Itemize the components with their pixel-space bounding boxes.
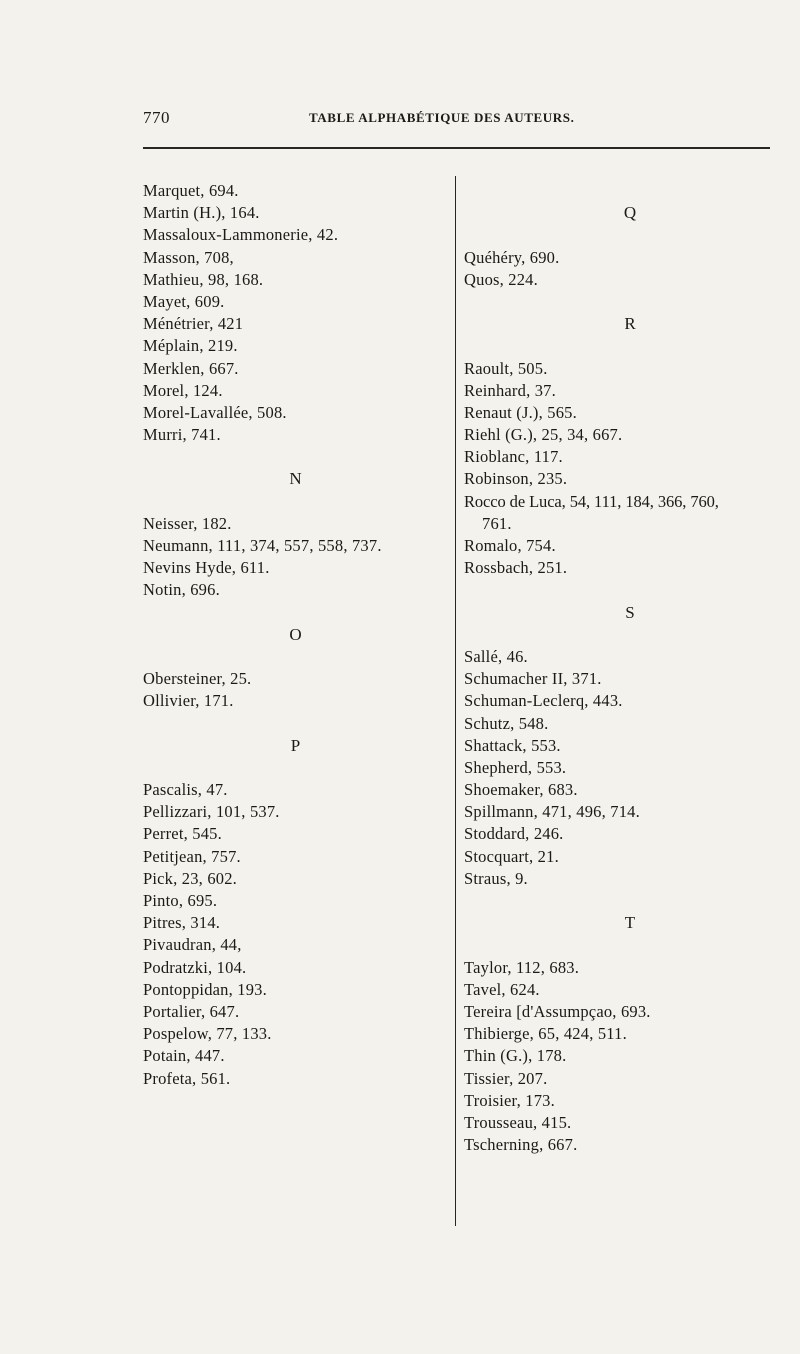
section-letter-t: T bbox=[624, 913, 636, 933]
index-entry: Thin (G.), 178. bbox=[464, 1046, 567, 1066]
index-entry: Perret, 545. bbox=[143, 824, 222, 844]
section-letter-q: Q bbox=[623, 203, 637, 223]
left-column bbox=[143, 180, 448, 1090]
index-entry: Petitjean, 757. bbox=[143, 846, 241, 866]
index-entry: Tissier, 207. bbox=[464, 1068, 548, 1088]
index-entry: Morel-Lavallée, 508. bbox=[143, 402, 287, 422]
index-entry: Pospelow, 77, 133. bbox=[143, 1024, 272, 1044]
index-entry: Mathieu, 98, 168. bbox=[143, 269, 264, 289]
index-entry: Nevins Hyde, 611. bbox=[143, 558, 270, 578]
index-entry: Reinhard, 37. bbox=[464, 380, 556, 400]
index-entry: Pontoppidan, 193. bbox=[143, 979, 267, 999]
index-entry: Schutz, 548. bbox=[464, 713, 549, 733]
index-entry: Taylor, 112, 683. bbox=[464, 957, 580, 977]
index-entry: Raoult, 505. bbox=[464, 358, 548, 378]
index-entry: Spillmann, 471, 496, 714. bbox=[464, 802, 640, 822]
page-number: 770 bbox=[143, 108, 170, 127]
index-entry: Potain, 447. bbox=[143, 1046, 225, 1066]
index-entry: Quéhéry, 690. bbox=[464, 247, 560, 267]
index-entry: Mayet, 609. bbox=[143, 291, 225, 311]
index-entry: Shepherd, 553. bbox=[464, 757, 567, 777]
index-entry: Tavel, 624. bbox=[464, 979, 540, 999]
index-entry: Sallé, 46. bbox=[464, 646, 528, 666]
index-entry: Martin (H.), 164. bbox=[143, 203, 260, 223]
index-entry: Ollivier, 171. bbox=[143, 691, 234, 711]
index-entry: Renaut (J.), 565. bbox=[464, 402, 577, 422]
index-entry: Portalier, 647. bbox=[143, 1001, 240, 1021]
index-entry: Profeta, 561. bbox=[143, 1068, 231, 1088]
right-column bbox=[464, 180, 796, 1156]
header-rule bbox=[143, 147, 770, 149]
page-header bbox=[143, 108, 783, 132]
index-entry: Trousseau, 415. bbox=[464, 1112, 572, 1132]
index-entry: Stoddard, 246. bbox=[464, 824, 564, 844]
section-letter-r: R bbox=[624, 314, 636, 334]
index-entry: Marquet, 694. bbox=[143, 181, 239, 200]
index-entry: Straus, 9. bbox=[464, 868, 528, 888]
index-entry: Pellizzari, 101, 537. bbox=[143, 802, 280, 822]
index-entry: Troisier, 173. bbox=[464, 1090, 555, 1110]
index-entry: Pascalis, 47. bbox=[143, 780, 228, 800]
index-entry: Pick, 23, 602. bbox=[143, 868, 238, 888]
index-entry: Shattack, 553. bbox=[464, 735, 561, 755]
index-entry: Rioblanc, 117. bbox=[464, 447, 563, 467]
index-entry: Riehl (G.), 25, 34, 667. bbox=[464, 425, 623, 445]
index-entry: Massaloux-Lammonerie, 42. bbox=[143, 225, 339, 245]
section-letter-p: P bbox=[290, 735, 301, 755]
index-entry: Quos, 224. bbox=[464, 269, 538, 289]
index-entry: Schuman-Leclerq, 443. bbox=[464, 691, 623, 711]
index-entry: Tscherning, 667. bbox=[464, 1135, 578, 1155]
index-entry: Pinto, 695. bbox=[143, 891, 218, 910]
index-entry: Neisser, 182. bbox=[143, 513, 232, 533]
section-letter-n: N bbox=[289, 469, 302, 489]
index-entry: Murri, 741. bbox=[143, 425, 221, 445]
index-entry: Merklen, 667. bbox=[143, 358, 239, 378]
index-entry: Neumann, 111, 374, 557, 558, 737. bbox=[143, 536, 382, 555]
index-entry: Stocquart, 21. bbox=[464, 846, 559, 866]
index-entry: Rossbach, 251. bbox=[464, 558, 568, 578]
index-entry: Pitres, 314. bbox=[143, 913, 221, 933]
section-letter-o: O bbox=[289, 624, 302, 644]
index-entry: Masson, 708, bbox=[143, 247, 234, 267]
index-entry: Méplain, 219. bbox=[143, 336, 238, 356]
running-title: TABLE ALPHABÉTIQUE DES AUTEURS. bbox=[309, 110, 575, 125]
index-entry: Notin, 696. bbox=[143, 580, 220, 600]
index-entry: Robinson, 235. bbox=[464, 469, 568, 489]
index-entry: Thibierge, 65, 424, 511. bbox=[464, 1024, 627, 1044]
index-entry: Obersteiner, 25. bbox=[143, 669, 252, 689]
column-divider bbox=[455, 176, 456, 1226]
index-entry: Pivaudran, 44, bbox=[143, 935, 242, 955]
index-entry: Shoemaker, 683. bbox=[464, 780, 578, 800]
index-entry: Tereira [d'Assumpçao, 693. bbox=[464, 1001, 651, 1021]
index-entry: Podratzki, 104. bbox=[143, 957, 247, 977]
index-entry: Schumacher II, 371. bbox=[464, 669, 602, 689]
index-entry: Ménétrier, 421 bbox=[143, 314, 244, 334]
index-entry: Rocco de Luca, 54, 111, 184, 366, 760, bbox=[464, 491, 719, 511]
section-letter-s: S bbox=[625, 602, 635, 622]
index-entry-continuation: 761. bbox=[482, 513, 512, 533]
index-entry: Romalo, 754. bbox=[464, 536, 556, 555]
index-entry: Morel, 124. bbox=[143, 380, 223, 400]
